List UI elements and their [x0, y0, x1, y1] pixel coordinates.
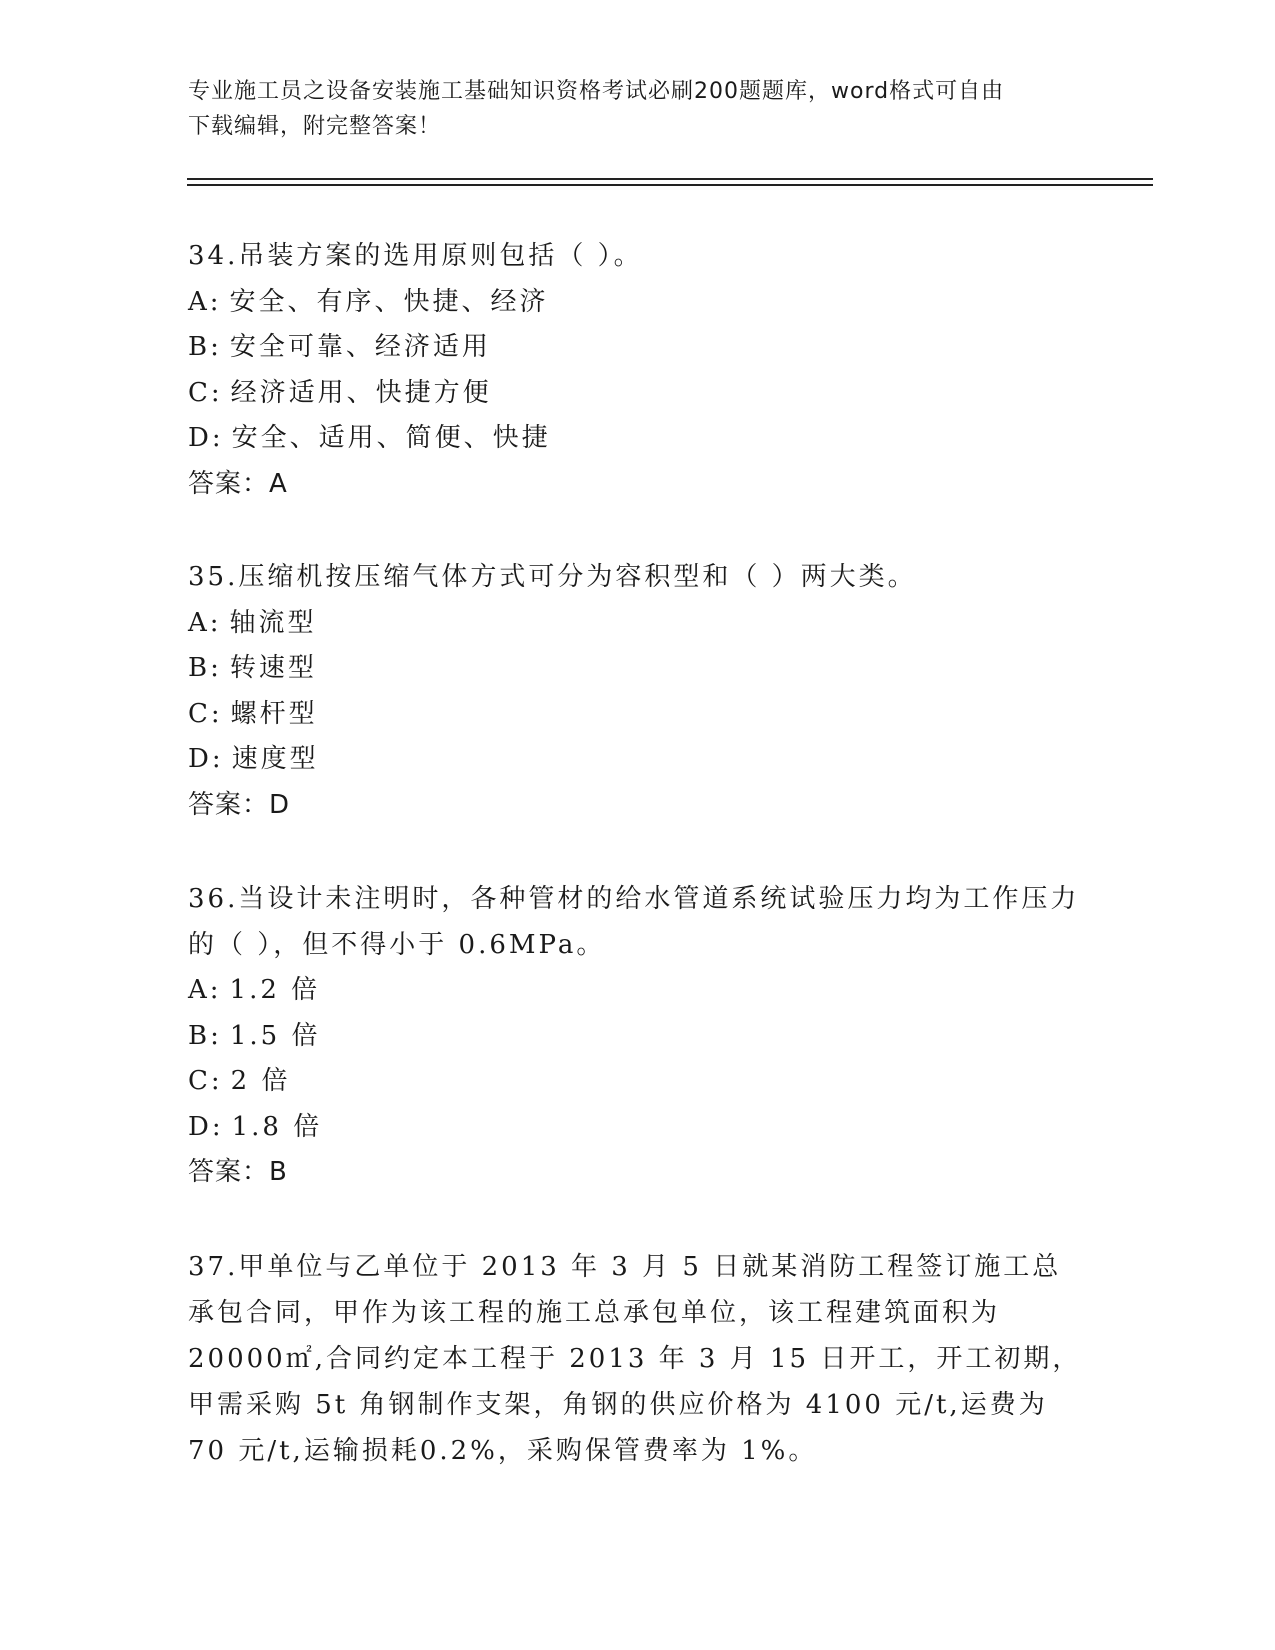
option-a	[188, 968, 1088, 1014]
option-text: 转速型	[229, 653, 317, 683]
answer-text: 答案：D	[188, 789, 291, 820]
question-35	[188, 555, 1088, 828]
option-text: 安全、有序、快捷、经济	[229, 286, 549, 317]
option-label: A:	[188, 286, 222, 317]
option-label: A:	[188, 607, 222, 638]
option-c	[188, 1059, 1088, 1105]
option-text: 螺杆型	[230, 698, 318, 729]
option-label: C:	[188, 1066, 223, 1096]
question-36	[188, 876, 1088, 1196]
question-list	[188, 234, 1088, 1522]
option-d	[188, 1105, 1088, 1151]
option-text: 经济适用、快捷方便	[230, 377, 492, 408]
option-text: 2 倍	[230, 1066, 291, 1096]
question-37	[188, 1244, 1088, 1474]
option-label: C:	[188, 698, 223, 729]
option-label: C:	[188, 377, 223, 408]
question-text: 36.当设计未注明时，各种管材的给水管道系统试验压力均为工作压力的（ ），但不得小于 0.6MPa。	[188, 884, 1080, 960]
question-text: 37.甲单位与乙单位于 2013 年 3 月 5 日就某消防工程签订施工总承包合同，甲作为该工程的施工总承包单位，该工程建筑面积为 20000㎡,合同约定本工程于 2013 年 3 月 15 日开工，开工初期，甲需采购 5t 角钢制作支架，角钢的供应价格为 4100 元/t,运费为 70 元/t,运输损耗0.2%，采购保管费率为 1%。	[188, 1251, 1082, 1466]
option-label: D:	[188, 423, 224, 453]
option-b	[188, 325, 1088, 371]
option-c	[188, 371, 1088, 417]
option-d	[188, 416, 1088, 462]
option-label: B:	[188, 332, 222, 362]
header-title-line-1: 专业施工员之设备安装施工基础知识资格考试必刷200题题库，word格式可自由	[188, 79, 1005, 104]
option-b	[188, 1014, 1088, 1060]
option-text: 安全、适用、简便、快捷	[231, 423, 551, 453]
option-label: B:	[188, 653, 222, 683]
header-divider-bottom	[187, 184, 1153, 186]
option-label: B:	[188, 1020, 222, 1051]
option-a	[188, 601, 1088, 647]
option-text: 安全可靠、经济适用	[229, 332, 491, 362]
question-text: 35.压缩机按压缩气体方式可分为容积型和（ ）两大类。	[188, 562, 917, 592]
document-header	[188, 74, 1068, 144]
option-label: D:	[188, 1111, 224, 1142]
answer-text: 答案：A	[188, 468, 288, 499]
option-c	[188, 692, 1088, 738]
option-text: 轴流型	[229, 607, 317, 638]
option-text: 1.8 倍	[231, 1111, 323, 1142]
answer-text: 答案：B	[188, 1157, 288, 1187]
option-text: 1.2 倍	[229, 975, 321, 1005]
option-d	[188, 737, 1088, 783]
question-34	[188, 234, 1088, 507]
option-a	[188, 280, 1088, 326]
option-text: 速度型	[231, 744, 319, 774]
option-b	[188, 646, 1088, 692]
option-label: D:	[188, 744, 224, 774]
option-label: A:	[188, 975, 222, 1005]
header-title-line-2: 下载编辑，附完整答案！	[188, 114, 442, 139]
header-divider-top	[187, 178, 1153, 180]
question-text: 34.吊装方案的选用原则包括（ ）。	[188, 241, 643, 271]
option-text: 1.5 倍	[229, 1020, 321, 1051]
